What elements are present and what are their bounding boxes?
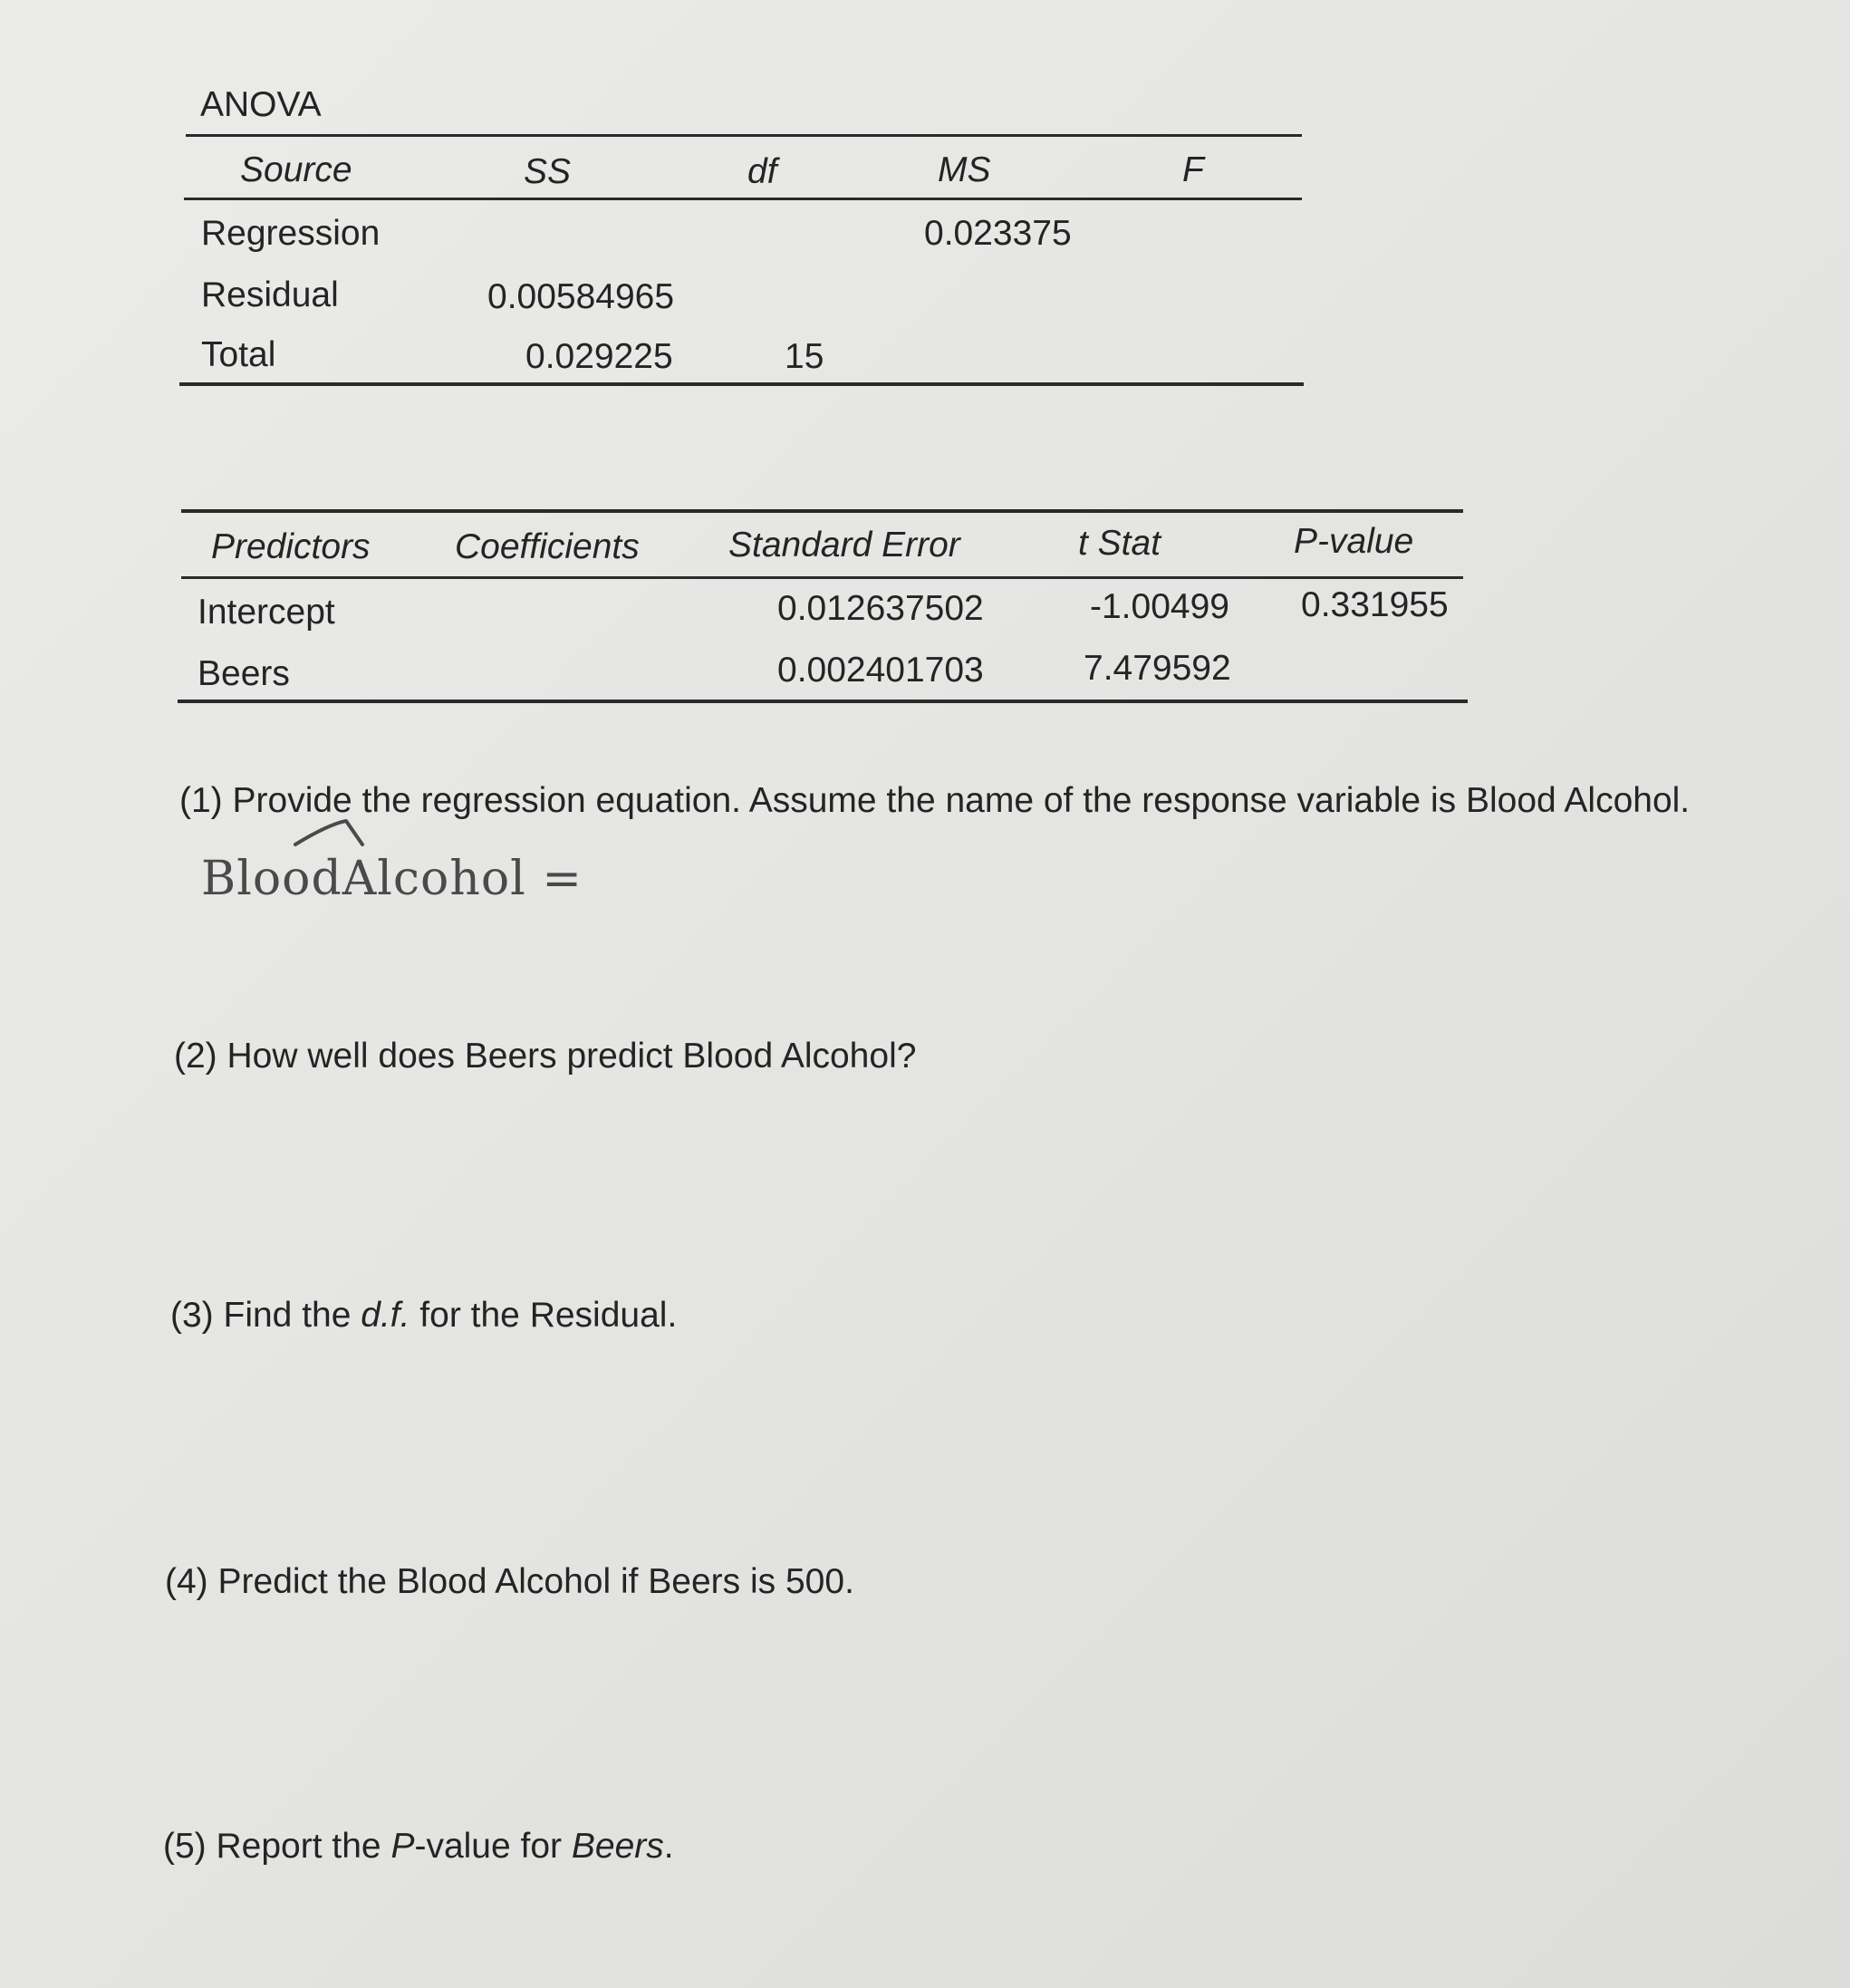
coef-row-p: 0.331955	[1301, 585, 1449, 624]
anova-header-source: Source	[240, 150, 352, 189]
anova-title: ANOVA	[200, 85, 322, 124]
question-5-emphasis-p: P	[390, 1827, 415, 1866]
anova-header-ms: MS	[938, 150, 991, 189]
coef-row-se: 0.002401703	[777, 651, 984, 690]
anova-row-ss: 0.029225	[525, 337, 673, 376]
anova-top-rule	[186, 134, 1302, 137]
question-5-middle: -value for	[414, 1827, 572, 1866]
coef-row-predictor: Beers	[198, 654, 290, 693]
coef-header-t-stat: t Stat	[1078, 524, 1161, 563]
question-3-prefix: (3) Find the	[170, 1296, 361, 1335]
anova-row-ms: 0.023375	[924, 214, 1072, 253]
question-4: (4) Predict the Blood Alcohol if Beers is 500.	[165, 1562, 854, 1601]
anova-row-source: Residual	[201, 275, 339, 314]
anova-row-source: Regression	[201, 214, 381, 253]
coef-header-standard-error: Standard Error	[728, 526, 960, 565]
question-3-emphasis: d.f.	[361, 1296, 410, 1335]
anova-header-df: df	[747, 152, 777, 191]
coef-row-t: -1.00499	[1090, 587, 1229, 626]
coef-header-rule	[181, 576, 1463, 579]
coef-top-rule	[181, 509, 1463, 513]
anova-bottom-rule	[179, 382, 1304, 386]
question-5-suffix: .	[663, 1827, 674, 1866]
question-1: (1) Provide the regression equation. Assume the name of the response variable is Blood Alcohol.	[179, 781, 1691, 820]
question-5	[163, 1827, 674, 1867]
coef-row-se: 0.012637502	[777, 589, 984, 628]
hat-symbol-icon	[292, 817, 373, 852]
anova-header-f: F	[1182, 150, 1204, 189]
coef-header-predictors: Predictors	[211, 527, 371, 566]
handwritten-answer-1: BloodAlcohol =	[201, 852, 583, 906]
question-3-suffix: for the Residual.	[410, 1296, 678, 1335]
coef-header-p-value: P-value	[1294, 522, 1414, 561]
question-3	[170, 1296, 677, 1336]
coef-header-coefficients: Coefficients	[455, 527, 640, 566]
question-5-emphasis-beers: Beers	[571, 1827, 664, 1866]
anova-row-df: 15	[785, 337, 824, 376]
anova-header-ss: SS	[524, 152, 572, 191]
question-2: (2) How well does Beers predict Blood Alcohol?	[174, 1037, 917, 1076]
question-5-prefix: (5) Report the	[163, 1827, 391, 1866]
anova-header-rule	[184, 198, 1302, 200]
coef-row-t: 7.479592	[1084, 649, 1231, 688]
anova-row-source: Total	[201, 335, 276, 374]
coef-row-predictor: Intercept	[198, 593, 335, 632]
coef-bottom-rule	[178, 700, 1468, 703]
anova-row-ss: 0.00584965	[487, 277, 675, 316]
